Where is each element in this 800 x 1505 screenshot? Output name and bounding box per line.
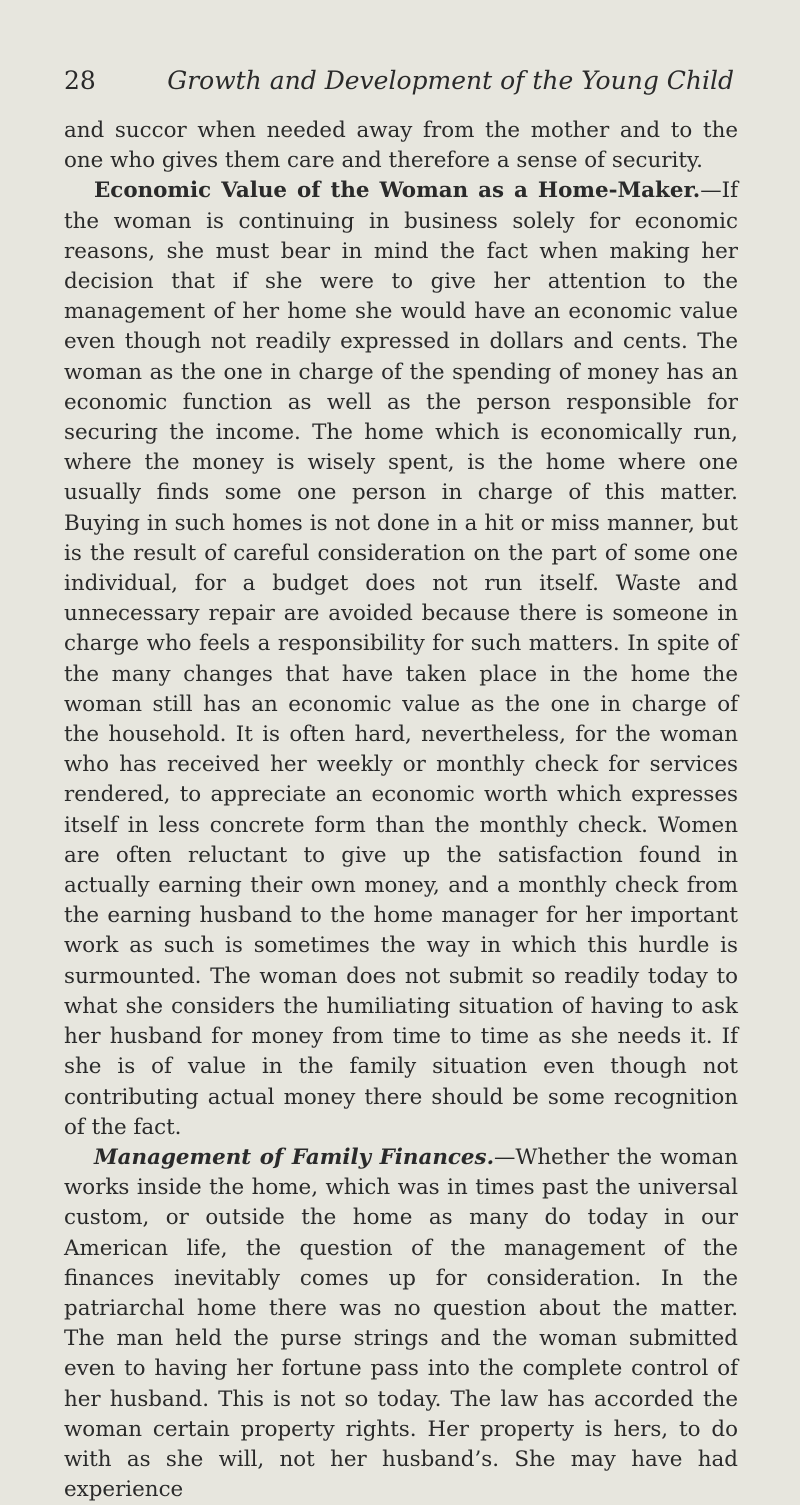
section-heading-economic-value: Economic Value of the Woman as a Home-Maker. bbox=[94, 178, 701, 204]
page-number: 28 bbox=[64, 66, 96, 95]
paragraph-text: —Whether the woman works inside the home, which was in times past the universal custom, or outside the home as many do today in our American life, the question of the management of the finances inevitably comes up for consideration. In the patriarchal home there was no question about the matter. The man held the purse strings and the woman submitted even to having her fortune pass into the complete control of her husband. This is not so today. The law has accorded the woman certain property rights. Her property is hers, to do with as she will, not her husband’s. She may have had experience bbox=[64, 1144, 738, 1503]
running-title: Growth and Development of the Young Child bbox=[167, 66, 734, 95]
body-text bbox=[64, 116, 738, 1505]
section-heading-family-finances: Management of Family Finances. bbox=[94, 1144, 495, 1170]
paragraph-family-finances bbox=[64, 1143, 738, 1505]
paragraph-text: —If the woman is continuing in business solely for economic reasons, she must bear in mind the fact when making her decision that if she were to give her attention to the management of her home she would have an economic value even though not readily expressed in dollars and cents. The woman as the one in charge of the spending of money has an economic function as well as the person responsible for securing the income. The home which is economically run, where the money is wisely spent, is the home where one usually finds some one person in charge of this matter. Buying in such homes is not done in a hit or miss manner, but is the result of careful consideration on the part of some one individual, for a budget does not run itself. Waste and unnecessary repair are avoided because there is someone in charge who feels a responsibility for such matters. In spite of the many changes that have taken place in the home the woman still has an economic value as the one in charge of the household. It is often hard, nevertheless, for the woman who has received her weekly or monthly check for services rendered, to appreciate an economic worth which expresses itself in less concrete form than the monthly check. Women are often reluctant to give up the satisfaction found in actually earning their own money, and a monthly check from the earning husband to the home manager for her important work as such is sometimes the way in which this hurdle is surmounted. The woman does not submit so readily today to what she considers the humiliating situation of having to ask her husband for money from time to time as she needs it. If she is of value in the family situation even though not contributing actual money there should be some recognition of the fact. bbox=[64, 178, 738, 1140]
paragraph-continuation: and succor when needed away from the mother and to the one who gives them care and therefore a sense of security. bbox=[64, 118, 738, 174]
running-head bbox=[64, 66, 738, 110]
paragraph-economic-value bbox=[64, 176, 738, 1143]
